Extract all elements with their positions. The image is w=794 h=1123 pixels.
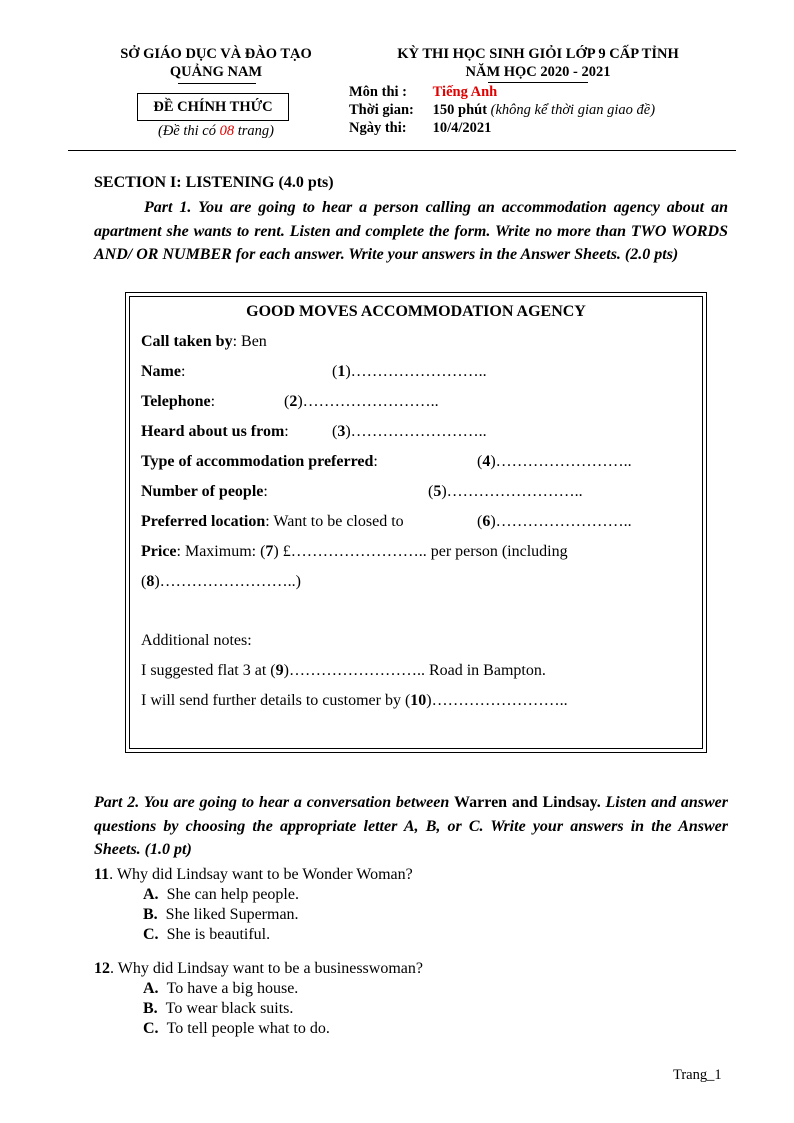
question-number: 12	[94, 960, 110, 977]
form-title: GOOD MOVES ACCOMMODATION AGENCY	[246, 303, 586, 320]
page-number: Trang_1	[673, 1067, 722, 1083]
price-text-a: : Maximum: (	[176, 543, 266, 560]
exam-meta	[349, 83, 655, 137]
blank-number: 1	[337, 363, 346, 380]
option-12-b	[143, 1000, 293, 1018]
note1-text-b: Road in Bampton.	[424, 662, 546, 679]
blank-number: 10	[410, 692, 427, 709]
option-letter: C.	[143, 926, 159, 943]
time-note: (không kể thời gian giao đề)	[490, 102, 656, 118]
question-text: . Why did Lindsay want to be a businesswoman?	[110, 960, 423, 977]
blank-number: 2	[289, 393, 298, 410]
blank-number: 9	[275, 662, 284, 679]
header-divider	[68, 150, 736, 151]
school-year: NĂM HỌC 2020 - 2021	[465, 64, 611, 80]
call-taken-value: : Ben	[232, 333, 267, 350]
department-underline	[178, 83, 256, 84]
option-text: She liked Superman.	[165, 906, 299, 923]
note2-text-a: I will send further details to customer by (	[141, 692, 411, 709]
time-row	[349, 101, 655, 119]
blank-dots: ……………………..	[495, 453, 632, 470]
option-letter: B.	[143, 906, 158, 923]
location-text: : Want to be closed to	[265, 513, 404, 530]
question-text: . Why did Lindsay want to be Wonder Woman?	[109, 866, 413, 883]
date-value: 10/4/2021	[432, 120, 492, 136]
blank-dots: ……………………..	[446, 483, 583, 500]
note1-text-a: I suggested flat 3 at (	[141, 662, 276, 679]
blank-4: (4)……………………..	[477, 453, 632, 470]
part1-instructions	[94, 196, 728, 267]
part2-instructions	[94, 791, 728, 862]
question-12	[94, 960, 423, 978]
subject-value: Tiếng Anh	[432, 84, 498, 100]
part1-instructions-text: Part 1. You are going to hear a person calling an accommodation agency about an apartment she wants to rent. Listen and complete the form. Write no more than TWO WORDS AND/ OR NUMBER for each answer. Write your answers in the Answer Sheets. (2.0 pts)	[94, 199, 728, 263]
form-name-label: Name:	[141, 363, 186, 380]
subject-row	[349, 83, 655, 101]
blank-dots: ……………………..	[290, 543, 427, 560]
price-text-c: per person (including	[426, 543, 568, 560]
blank-number: 4	[482, 453, 491, 470]
question-11	[94, 866, 413, 884]
blank-6: (6)……………………..	[477, 513, 632, 530]
department-line2: QUẢNG NAM	[169, 64, 263, 80]
exam-title-block	[349, 45, 727, 81]
department-name	[96, 45, 336, 81]
part2-intro-b: Listen and answer questions by choosing the appropriate letter A, B, or C. Write your answers in the Answer Sheets. (1.0 pt)	[94, 794, 728, 858]
price-label: Price	[141, 543, 177, 560]
blank-8: (8)……………………..)	[141, 573, 301, 590]
part2-intro-a: Part 2. You are going to hear a conversation between	[94, 794, 455, 811]
subject-label: Môn thi :	[349, 84, 407, 100]
blank-dots: ……………………..	[431, 692, 568, 709]
option-text: To tell people what to do.	[166, 1020, 330, 1037]
pages-note	[96, 123, 336, 140]
exam-title: KỲ THI HỌC SINH GIỎI LỚP 9 CẤP TỈNH	[397, 46, 679, 62]
blank-number: 6	[482, 513, 491, 530]
pages-count: 08	[219, 123, 235, 139]
pages-note-suffix: trang)	[234, 123, 274, 139]
location-label: Preferred location	[141, 513, 266, 530]
option-text: To have a big house.	[166, 980, 299, 997]
heard-label: Heard about us from	[141, 423, 285, 440]
time-value: 150 phút	[432, 102, 488, 118]
option-11-c	[143, 926, 270, 944]
option-12-c	[143, 1020, 330, 1038]
option-11-b	[143, 906, 299, 924]
date-label: Ngày thi:	[349, 120, 407, 136]
department-line1: SỞ GIÁO DỤC VÀ ĐÀO TẠO	[120, 46, 312, 62]
option-letter: C.	[143, 1020, 159, 1037]
blank-number: 8	[146, 573, 155, 590]
price-text-b: ) £	[273, 543, 291, 560]
blank-3: (3)……………………..	[332, 423, 487, 440]
option-11-a	[143, 886, 299, 904]
option-text: To wear black suits.	[165, 1000, 294, 1017]
question-number: 11	[94, 866, 110, 883]
blank-number: 3	[337, 423, 346, 440]
form-people-label: Number of people:	[141, 483, 268, 500]
people-label: Number of people	[141, 483, 264, 500]
type-label: Type of accommodation preferred	[141, 453, 374, 470]
blank-dots: ……………………..	[350, 423, 487, 440]
blank-dots: ……………………..	[302, 393, 439, 410]
blank-dots: ……………………..	[495, 513, 632, 530]
section-title: SECTION I: LISTENING (4.0 pts)	[94, 174, 334, 191]
official-exam-box	[137, 93, 289, 121]
option-12-a	[143, 980, 298, 998]
blank-dots: ……………………..	[288, 662, 425, 679]
option-letter: A.	[143, 886, 159, 903]
option-text: She can help people.	[166, 886, 299, 903]
form-type-label: Type of accommodation preferred:	[141, 453, 378, 470]
note-details: I will send further details to customer by (10)……………………..	[141, 692, 568, 709]
blank-1: (1)……………………..	[332, 363, 487, 380]
name-label: Name	[141, 363, 181, 380]
additional-notes-label: Additional notes:	[141, 632, 252, 649]
form-heard-label: Heard about us from:	[141, 423, 289, 440]
blank-dots: ……………………..	[159, 573, 296, 590]
pages-note-prefix: (Đề thi có	[158, 123, 220, 139]
note-flat: I suggested flat 3 at (9)…………………….. Road in Bampton.	[141, 662, 546, 679]
telephone-label: Telephone	[141, 393, 211, 410]
option-letter: B.	[143, 1000, 158, 1017]
time-label: Thời gian:	[349, 102, 414, 118]
form-call-taken	[141, 333, 267, 351]
option-letter: A.	[143, 980, 159, 997]
form-telephone-label: Telephone:	[141, 393, 216, 410]
form-location	[141, 513, 404, 531]
blank-dots: ……………………..	[350, 363, 487, 380]
form-price	[141, 543, 568, 561]
blank-2: (2)……………………..	[284, 393, 439, 410]
official-exam-label: ĐỀ CHÍNH THỨC	[153, 99, 273, 115]
blank-number: 7	[265, 543, 274, 560]
blank-5: (5)……………………..	[428, 483, 583, 500]
date-row	[349, 119, 655, 137]
blank-number: 5	[433, 483, 442, 500]
call-taken-label: Call taken by	[141, 333, 233, 350]
speaker-names: Warren and Lindsay.	[454, 794, 601, 811]
option-text: She is beautiful.	[166, 926, 271, 943]
